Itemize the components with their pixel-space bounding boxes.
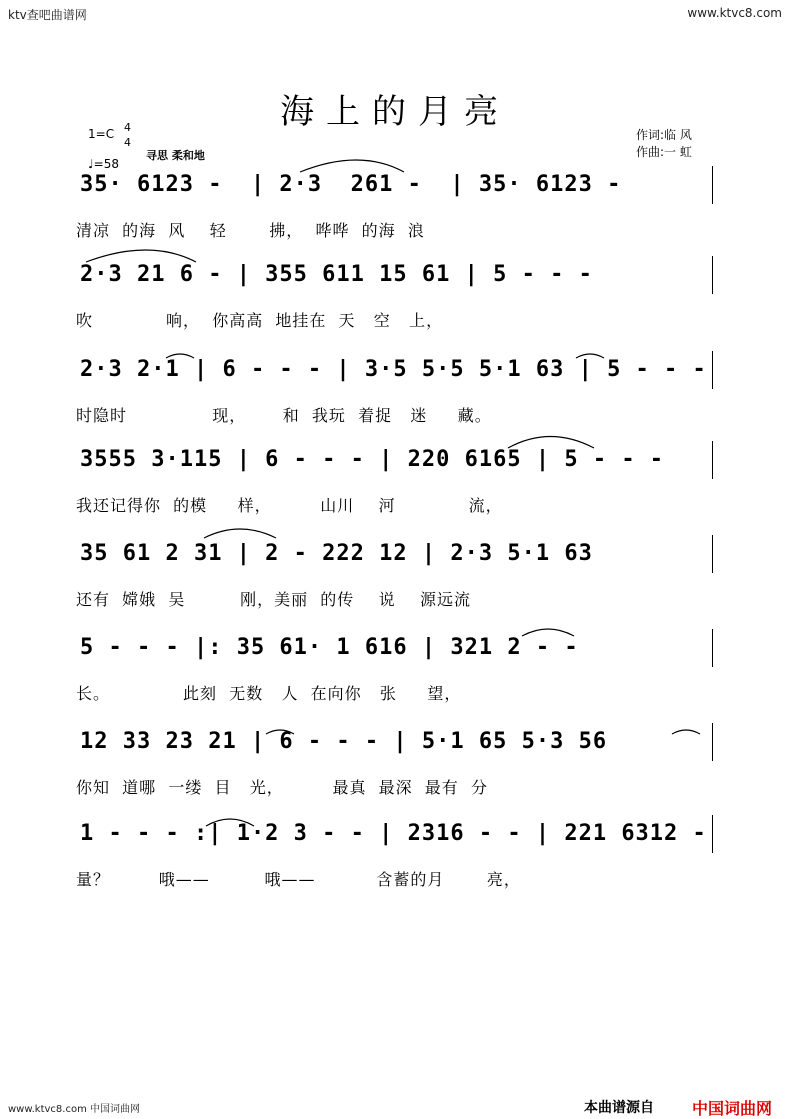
tempo-marking: ♩=58 bbox=[88, 157, 119, 171]
notation-line: 2·3 2·1 | 6 - - - | 3·5 5·5 5·1 63 | 5 - - - bbox=[80, 357, 707, 382]
lyric-line: 时隐时 现， 和 我玩 着捉 迷 藏。 bbox=[76, 406, 492, 425]
song-title: 海上的月亮 bbox=[280, 92, 510, 132]
notation-line: 2·3 21 6 - | 355 611 15 61 | 5 - - - bbox=[80, 262, 593, 287]
lyricist-credit: 作词:临 风 bbox=[636, 128, 692, 142]
notation-line: 35· 6123 - | 2·3 261 - | 35· 6123 - bbox=[80, 172, 622, 197]
slur bbox=[266, 730, 294, 734]
time-signature-bottom: 4 bbox=[124, 136, 131, 149]
slur bbox=[576, 354, 604, 358]
lyric-line: 我还记得你 的模 样， 山川 河 流， bbox=[76, 496, 503, 515]
lyric-line: 量？ 哦—— 哦—— 含蓄的月 亮， bbox=[76, 870, 521, 889]
slur bbox=[86, 250, 196, 262]
watermark-bottom-left: www.ktvc8.com 中国词曲网 bbox=[8, 1104, 141, 1115]
notation-line: 12 33 23 21 | 6 - - - | 5·1 65 5·3 56 bbox=[80, 729, 608, 754]
lyric-line: 你知 道哪 一缕 目 光， 最真 最深 最有 分 bbox=[76, 778, 488, 797]
notation-line: 3555 3·115 | 6 - - - | 220 6165 | 5 - - - bbox=[80, 447, 665, 472]
slur bbox=[672, 730, 700, 734]
key-signature: 1=C bbox=[88, 127, 115, 141]
time-signature-top: 4 bbox=[124, 121, 131, 134]
slur bbox=[508, 437, 594, 449]
expression-marking: 寻思 柔和地 bbox=[146, 149, 205, 162]
footer-site bbox=[692, 1096, 772, 1119]
notation-line: 5 - - - |: 35 61· 1 616 | 321 2 - - bbox=[80, 635, 579, 660]
lyric-line: 吹 响， 你高高 地挂在 天 空 上， bbox=[76, 311, 444, 330]
slur bbox=[300, 160, 404, 172]
slur bbox=[204, 529, 276, 538]
notation-line: 35 61 2 31 | 2 - 222 12 | 2·3 5·1 63 bbox=[80, 541, 593, 566]
watermark-top-left: ktv查吧曲谱网 bbox=[8, 8, 87, 22]
slur bbox=[166, 354, 194, 358]
lyric-line: 清凉 的海 风 轻 拂， 哗哗 的海 浪 bbox=[76, 221, 425, 240]
slur bbox=[206, 819, 254, 826]
lyric-line: 还有 嫦娥 吴 刚，美丽 的传 说 源远流 bbox=[76, 590, 471, 609]
composer-credit: 作曲:一 虹 bbox=[636, 145, 692, 159]
footer-source bbox=[584, 1097, 654, 1117]
slur bbox=[522, 629, 574, 636]
lyric-line: 长。 此刻 无数 人 在向你 张 望， bbox=[76, 684, 462, 703]
footer-site-name: 中国词曲网 bbox=[692, 1099, 773, 1118]
notation-line: 1 - - - :| 1·2 3 - - | 2316 - - | 221 6312 - bbox=[80, 821, 707, 846]
footer-source-label: 本曲谱源自 bbox=[584, 1100, 654, 1116]
watermark-top-right: www.ktvc8.com bbox=[687, 6, 782, 20]
